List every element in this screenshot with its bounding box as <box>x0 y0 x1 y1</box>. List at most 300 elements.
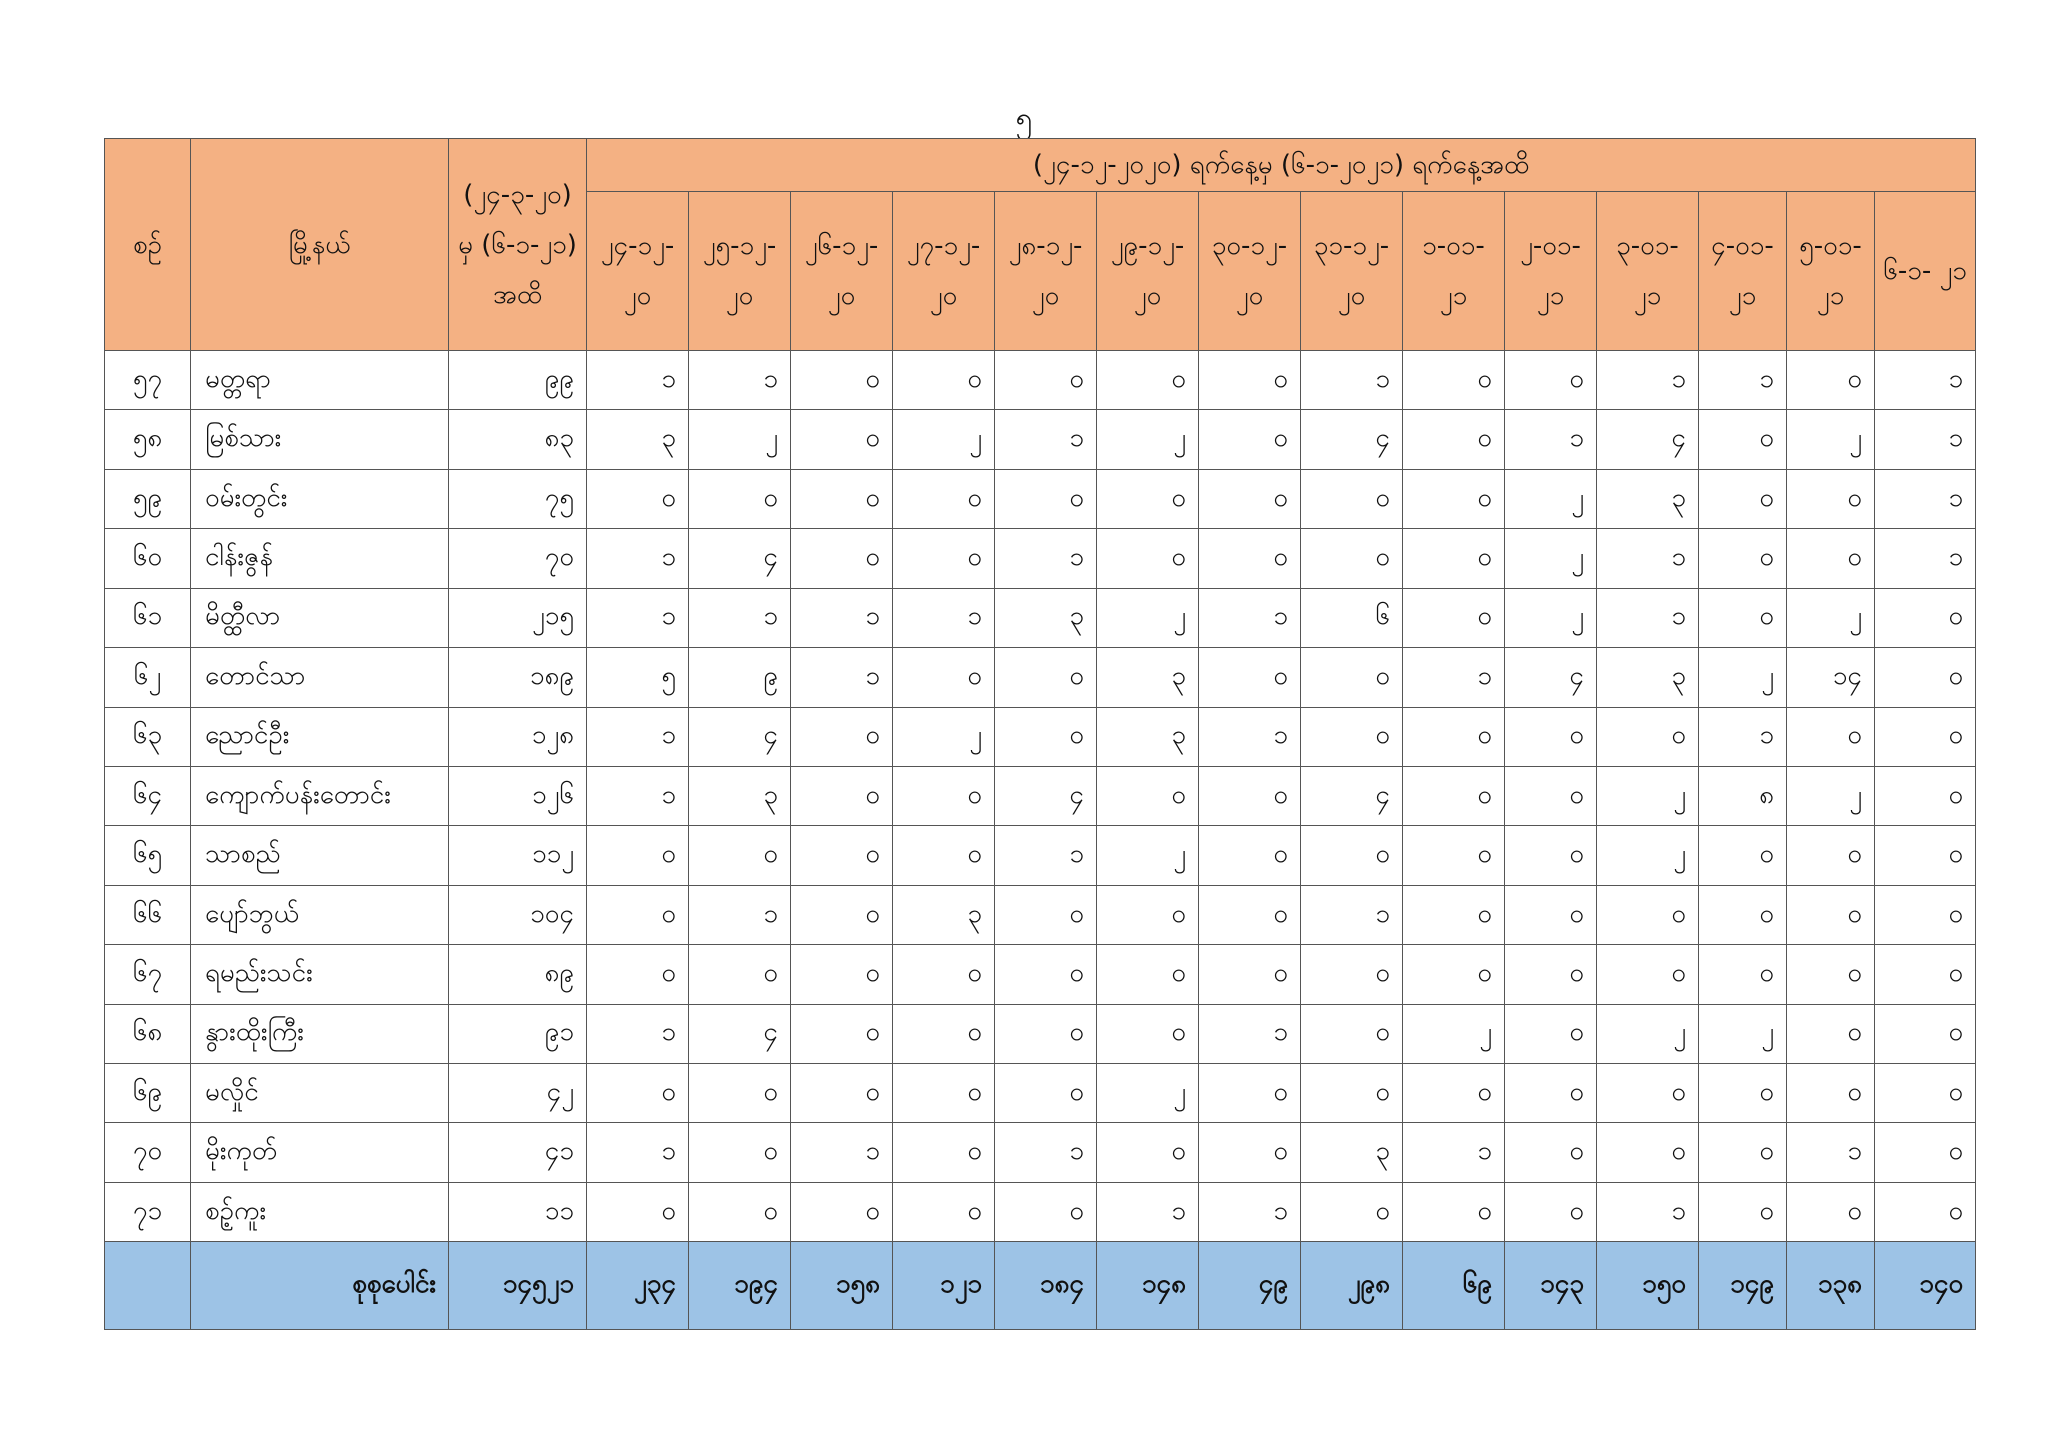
row-value: ၀ <box>1505 707 1597 766</box>
row-value: ၀ <box>1199 1064 1301 1123</box>
row-value: ၀ <box>893 826 995 885</box>
row-value: ၀ <box>1199 826 1301 885</box>
row-total: ၁၁ <box>449 1182 587 1241</box>
row-value: ၁ <box>587 707 689 766</box>
row-value: ၀ <box>1875 588 1976 647</box>
header-date-range: (၂၄-၁၂-၂၀၂၀) ရက်နေ့မှ (၆-၁-၂၀၂၁) ရက်နေ့အထိ <box>587 139 1976 192</box>
row-value: ၁ <box>791 588 893 647</box>
row-township: မတ္တရာ <box>191 351 449 410</box>
row-value: ၀ <box>893 351 995 410</box>
row-value: ၀ <box>1505 351 1597 410</box>
header-cumulative: (၂၄-၃-၂၀) မှ (၆-၁-၂၁) အထိ <box>449 139 587 351</box>
row-value: ၀ <box>1699 945 1787 1004</box>
row-value: ၀ <box>1097 766 1199 825</box>
row-value: ၂ <box>1505 529 1597 588</box>
row-total: ၉၉ <box>449 351 587 410</box>
row-value: ၀ <box>1199 351 1301 410</box>
totals-value: ၁၄၈ <box>1097 1242 1199 1330</box>
table-row <box>105 588 1976 647</box>
row-value: ၀ <box>893 1182 995 1241</box>
row-value: ၀ <box>689 469 791 528</box>
row-value: ၁ <box>1875 410 1976 469</box>
row-value: ၁ <box>791 648 893 707</box>
row-value: ၀ <box>1097 351 1199 410</box>
row-value: ၁ <box>1699 707 1787 766</box>
row-value: ၀ <box>1505 885 1597 944</box>
row-value: ၈ <box>1699 766 1787 825</box>
row-value: ၀ <box>1787 826 1875 885</box>
row-value: ၁ <box>1699 351 1787 410</box>
table-row <box>105 529 1976 588</box>
row-value: ၀ <box>689 1182 791 1241</box>
row-value: ၀ <box>791 1004 893 1063</box>
row-value: ၀ <box>1403 945 1505 1004</box>
row-value: ၁ <box>587 1004 689 1063</box>
row-value: ၁ <box>1787 1123 1875 1182</box>
header-date: ၂-၀၁- ၂၁ <box>1505 192 1597 351</box>
row-value: ၀ <box>893 648 995 707</box>
totals-label: စုစုပေါင်း <box>191 1242 449 1330</box>
row-serial: ၇၁ <box>105 1182 191 1241</box>
table-row <box>105 1064 1976 1123</box>
row-value: ၂ <box>893 707 995 766</box>
row-value: ၄ <box>995 766 1097 825</box>
row-value: ၁ <box>1597 1182 1699 1241</box>
table-row <box>105 648 1976 707</box>
row-value: ၁ <box>689 588 791 647</box>
row-value: ၁ <box>1301 885 1403 944</box>
row-serial: ၆၁ <box>105 588 191 647</box>
row-value: ၁ <box>1597 351 1699 410</box>
row-value: ၁ <box>1875 351 1976 410</box>
row-value: ၀ <box>1699 1182 1787 1241</box>
row-value: ၀ <box>1199 885 1301 944</box>
row-value: ၁ <box>689 351 791 410</box>
row-township: သာစည် <box>191 826 449 885</box>
page-number: ၅ <box>1015 101 1033 136</box>
row-value: ၁ <box>1597 529 1699 588</box>
row-value: ၁ <box>1199 1182 1301 1241</box>
row-value: ၃ <box>1097 707 1199 766</box>
row-serial: ၆၂ <box>105 648 191 707</box>
table-row <box>105 469 1976 528</box>
row-serial: ၅၈ <box>105 410 191 469</box>
header-date: ၃၁-၁၂- ၂၀ <box>1301 192 1403 351</box>
row-value: ၀ <box>1787 469 1875 528</box>
table-row <box>105 945 1976 1004</box>
row-value: ၀ <box>1097 1004 1199 1063</box>
header-date: ၃၀-၁၂- ၂၀ <box>1199 192 1301 351</box>
row-serial: ၆၅ <box>105 826 191 885</box>
table-row <box>105 410 1976 469</box>
row-value: ၁ <box>995 529 1097 588</box>
table-row <box>105 885 1976 944</box>
row-value: ၁ <box>587 1123 689 1182</box>
row-value: ၀ <box>791 885 893 944</box>
row-value: ၀ <box>995 351 1097 410</box>
row-value: ၀ <box>791 1064 893 1123</box>
row-total: ၂၁၅ <box>449 588 587 647</box>
row-value: ၀ <box>587 885 689 944</box>
row-value: ၀ <box>1403 766 1505 825</box>
row-value: ၁ <box>1199 1004 1301 1063</box>
header-date: ၁-၀၁- ၂၁ <box>1403 192 1505 351</box>
row-value: ၀ <box>1403 529 1505 588</box>
row-value: ၂ <box>689 410 791 469</box>
row-value: ၀ <box>1875 707 1976 766</box>
row-value: ၀ <box>995 1182 1097 1241</box>
row-value: ၀ <box>893 1123 995 1182</box>
row-township: ပျော်ဘွယ် <box>191 885 449 944</box>
row-value: ၂ <box>1699 648 1787 707</box>
totals-value: ၁၈၄ <box>995 1242 1097 1330</box>
row-value: ၀ <box>1199 1123 1301 1182</box>
row-value: ၀ <box>1199 529 1301 588</box>
row-value: ၁၄ <box>1787 648 1875 707</box>
row-value: ၀ <box>893 469 995 528</box>
row-value: ၀ <box>1787 1182 1875 1241</box>
row-township: ညောင်ဦး <box>191 707 449 766</box>
row-value: ၁ <box>995 1123 1097 1182</box>
row-value: ၀ <box>1301 826 1403 885</box>
totals-value: ၁၉၄ <box>689 1242 791 1330</box>
table-row <box>105 707 1976 766</box>
covid-cases-table <box>104 138 1976 1330</box>
row-value: ၄ <box>1301 410 1403 469</box>
header-date: ၂၆-၁၂- ၂၀ <box>791 192 893 351</box>
row-value: ၁ <box>1505 410 1597 469</box>
row-value: ၀ <box>1505 766 1597 825</box>
row-township: တောင်သာ <box>191 648 449 707</box>
row-value: ၁ <box>1875 529 1976 588</box>
row-value: ၃ <box>1301 1123 1403 1182</box>
row-value: ၀ <box>1301 945 1403 1004</box>
row-township: ကျောက်ပန်းတောင်း <box>191 766 449 825</box>
row-value: ၀ <box>1787 945 1875 1004</box>
row-township: မိတ္ထီလာ <box>191 588 449 647</box>
row-value: ၀ <box>1301 529 1403 588</box>
row-value: ၀ <box>791 1182 893 1241</box>
row-value: ၀ <box>1597 1064 1699 1123</box>
row-value: ၂ <box>1097 1064 1199 1123</box>
row-value: ၀ <box>1505 1004 1597 1063</box>
row-value: ၀ <box>893 1064 995 1123</box>
row-value: ၁ <box>587 766 689 825</box>
row-value: ၀ <box>1787 351 1875 410</box>
row-value: ၀ <box>791 351 893 410</box>
row-value: ၀ <box>1403 826 1505 885</box>
header-date: ၃-၀၁- ၂၁ <box>1597 192 1699 351</box>
row-value: ၀ <box>995 1064 1097 1123</box>
row-value: ၂ <box>1505 588 1597 647</box>
row-value: ၁ <box>995 826 1097 885</box>
row-value: ၃ <box>1597 648 1699 707</box>
row-value: ၀ <box>1199 766 1301 825</box>
row-value: ၀ <box>1787 885 1875 944</box>
totals-row <box>105 1242 1976 1330</box>
row-value: ၀ <box>689 945 791 1004</box>
row-total: ၁၂၆ <box>449 766 587 825</box>
header-date: ၂၉-၁၂- ၂၀ <box>1097 192 1199 351</box>
row-value: ၀ <box>995 945 1097 1004</box>
row-value: ၀ <box>1699 1064 1787 1123</box>
row-total: ၈၃ <box>449 410 587 469</box>
row-value: ၁ <box>995 410 1097 469</box>
row-township: နွားထိုးကြီး <box>191 1004 449 1063</box>
row-value: ၀ <box>1875 826 1976 885</box>
row-serial: ၆၄ <box>105 766 191 825</box>
row-value: ၀ <box>1699 588 1787 647</box>
row-value: ၀ <box>1301 1182 1403 1241</box>
row-value: ၂ <box>893 410 995 469</box>
row-value: ၀ <box>1505 1064 1597 1123</box>
table-row <box>105 1182 1976 1241</box>
row-township: မြစ်သား <box>191 410 449 469</box>
header-township: မြို့နယ် <box>191 139 449 351</box>
table-row <box>105 1123 1976 1182</box>
row-value: ၀ <box>587 469 689 528</box>
row-value: ၂ <box>1699 1004 1787 1063</box>
row-value: ၀ <box>791 766 893 825</box>
totals-value: ၁၅၀ <box>1597 1242 1699 1330</box>
row-value: ၀ <box>1301 648 1403 707</box>
row-township: ရမည်းသင်း <box>191 945 449 1004</box>
row-value: ၀ <box>791 410 893 469</box>
row-serial: ၆၉ <box>105 1064 191 1123</box>
row-value: ၀ <box>1699 469 1787 528</box>
row-value: ၁ <box>587 529 689 588</box>
row-serial: ၇၀ <box>105 1123 191 1182</box>
row-township: စဉ့်ကူး <box>191 1182 449 1241</box>
row-value: ၀ <box>1875 885 1976 944</box>
row-value: ၄ <box>689 1004 791 1063</box>
row-total: ၁၀၄ <box>449 885 587 944</box>
row-value: ၂ <box>1787 766 1875 825</box>
row-value: ၂ <box>1597 766 1699 825</box>
header-serial: စဉ် <box>105 139 191 351</box>
row-value: ၀ <box>1097 1123 1199 1182</box>
row-value: ၀ <box>1403 1064 1505 1123</box>
row-value: ၃ <box>1097 648 1199 707</box>
row-value: ၀ <box>1787 707 1875 766</box>
row-value: ၂ <box>1097 588 1199 647</box>
row-value: ၀ <box>1403 588 1505 647</box>
row-value: ၀ <box>1199 469 1301 528</box>
row-serial: ၆၇ <box>105 945 191 1004</box>
row-value: ၀ <box>689 826 791 885</box>
row-value: ၁ <box>587 351 689 410</box>
row-value: ၀ <box>1699 410 1787 469</box>
row-value: ၀ <box>1199 945 1301 1004</box>
row-value: ၀ <box>1875 945 1976 1004</box>
row-value: ၂ <box>1505 469 1597 528</box>
row-value: ၀ <box>1301 707 1403 766</box>
row-value: ၀ <box>689 1123 791 1182</box>
row-value: ၀ <box>1875 1123 1976 1182</box>
row-value: ၀ <box>1097 885 1199 944</box>
row-value: ၁ <box>1403 648 1505 707</box>
row-value: ၆ <box>1301 588 1403 647</box>
totals-value: ၄၉ <box>1199 1242 1301 1330</box>
row-value: ၀ <box>1875 1004 1976 1063</box>
row-value: ၀ <box>1301 1064 1403 1123</box>
row-value: ၂ <box>1787 588 1875 647</box>
table-row <box>105 351 1976 410</box>
row-value: ၄ <box>689 707 791 766</box>
row-value: ၀ <box>791 529 893 588</box>
header-row-1 <box>105 139 1976 192</box>
row-total: ၄၁ <box>449 1123 587 1182</box>
row-value: ၀ <box>1505 1182 1597 1241</box>
row-serial: ၆၀ <box>105 529 191 588</box>
row-value: ၀ <box>1097 469 1199 528</box>
totals-value: ၁၄၃ <box>1505 1242 1597 1330</box>
row-serial: ၆၃ <box>105 707 191 766</box>
row-total: ၁၁၂ <box>449 826 587 885</box>
row-value: ၁ <box>1199 707 1301 766</box>
row-township: မလှိုင် <box>191 1064 449 1123</box>
row-value: ၀ <box>1403 1182 1505 1241</box>
row-value: ၀ <box>1301 1004 1403 1063</box>
row-township: မိုးကုတ် <box>191 1123 449 1182</box>
table-row <box>105 1004 1976 1063</box>
row-value: ၀ <box>995 885 1097 944</box>
row-value: ၂ <box>1097 410 1199 469</box>
row-value: ၀ <box>1699 826 1787 885</box>
row-total: ၇၀ <box>449 529 587 588</box>
row-value: ၀ <box>587 1064 689 1123</box>
row-value: ၀ <box>587 826 689 885</box>
row-value: ၀ <box>791 469 893 528</box>
table-body <box>105 351 1976 1330</box>
row-value: ၃ <box>893 885 995 944</box>
row-value: ၀ <box>1301 469 1403 528</box>
row-value: ၄ <box>1301 766 1403 825</box>
row-value: ၁ <box>689 885 791 944</box>
row-value: ၃ <box>1597 469 1699 528</box>
totals-value: ၆၉ <box>1403 1242 1505 1330</box>
row-value: ၀ <box>1403 469 1505 528</box>
row-value: ၀ <box>1875 1064 1976 1123</box>
row-value: ၀ <box>689 1064 791 1123</box>
row-total: ၁၂၈ <box>449 707 587 766</box>
row-total: ၇၅ <box>449 469 587 528</box>
totals-value: ၁၂၁ <box>893 1242 995 1330</box>
row-value: ၀ <box>1787 1004 1875 1063</box>
row-serial: ၆၈ <box>105 1004 191 1063</box>
row-value: ၀ <box>995 648 1097 707</box>
row-total: ၉၁ <box>449 1004 587 1063</box>
row-value: ၀ <box>1403 410 1505 469</box>
row-value: ၀ <box>1875 766 1976 825</box>
totals-value: ၂၃၄ <box>587 1242 689 1330</box>
row-value: ၁ <box>893 588 995 647</box>
row-value: ၀ <box>1097 529 1199 588</box>
row-value: ၀ <box>1875 648 1976 707</box>
row-value: ၂ <box>1597 826 1699 885</box>
row-value: ၀ <box>791 707 893 766</box>
row-value: ၀ <box>1505 945 1597 1004</box>
row-value: ၀ <box>1403 351 1505 410</box>
header-date: ၂၈-၁၂- ၂၀ <box>995 192 1097 351</box>
row-value: ၀ <box>1787 529 1875 588</box>
row-value: ၀ <box>1597 707 1699 766</box>
row-value: ၀ <box>995 1004 1097 1063</box>
totals-blank <box>105 1242 191 1330</box>
table-row <box>105 766 1976 825</box>
totals-value: ၂၉၈ <box>1301 1242 1403 1330</box>
header-date: ၄-၀၁- ၂၁ <box>1699 192 1787 351</box>
row-value: ၀ <box>1505 1123 1597 1182</box>
row-value: ၁ <box>1199 588 1301 647</box>
totals-value: ၁၄၉ <box>1699 1242 1787 1330</box>
row-value: ၀ <box>893 945 995 1004</box>
row-value: ၀ <box>1699 529 1787 588</box>
row-value: ၉ <box>689 648 791 707</box>
totals-value: ၁၄၀ <box>1875 1242 1976 1330</box>
row-value: ၀ <box>791 945 893 1004</box>
row-value: ၄ <box>689 529 791 588</box>
row-value: ၀ <box>995 707 1097 766</box>
totals-total: ၁၄၅၂၁ <box>449 1242 587 1330</box>
row-value: ၀ <box>893 529 995 588</box>
row-value: ၁ <box>1097 1182 1199 1241</box>
row-value: ၀ <box>791 826 893 885</box>
row-value: ၄ <box>1505 648 1597 707</box>
row-serial: ၆၆ <box>105 885 191 944</box>
row-serial: ၅၇ <box>105 351 191 410</box>
row-value: ၀ <box>1699 1123 1787 1182</box>
row-value: ၀ <box>1787 1064 1875 1123</box>
row-value: ၂ <box>1597 1004 1699 1063</box>
row-total: ၄၂ <box>449 1064 587 1123</box>
row-value: ၀ <box>587 1182 689 1241</box>
row-value: ၄ <box>1597 410 1699 469</box>
row-value: ၀ <box>1875 1182 1976 1241</box>
row-value: ၁ <box>1875 469 1976 528</box>
row-value: ၀ <box>1403 707 1505 766</box>
row-value: ၀ <box>587 945 689 1004</box>
header-date: ၂၅-၁၂- ၂၀ <box>689 192 791 351</box>
row-value: ၂ <box>1787 410 1875 469</box>
row-value: ၁ <box>791 1123 893 1182</box>
row-value: ၀ <box>893 1004 995 1063</box>
header-date: ၅-၀၁- ၂၁ <box>1787 192 1875 351</box>
row-serial: ၅၉ <box>105 469 191 528</box>
row-value: ၃ <box>995 588 1097 647</box>
header-date: ၂၇-၁၂- ၂၀ <box>893 192 995 351</box>
row-value: ၂ <box>1097 826 1199 885</box>
row-value: ၀ <box>1505 826 1597 885</box>
table-row <box>105 826 1976 885</box>
row-value: ၁ <box>1403 1123 1505 1182</box>
row-value: ၃ <box>689 766 791 825</box>
row-value: ၀ <box>1403 885 1505 944</box>
row-value: ၀ <box>1199 648 1301 707</box>
totals-value: ၁၅၈ <box>791 1242 893 1330</box>
row-value: ၁ <box>587 588 689 647</box>
header-date: ၂၄-၁၂- ၂၀ <box>587 192 689 351</box>
row-value: ၃ <box>587 410 689 469</box>
row-value: ၀ <box>1597 1123 1699 1182</box>
row-value: ၂ <box>1403 1004 1505 1063</box>
header-date: ၆-၁- ၂၁ <box>1875 192 1976 351</box>
row-value: ၀ <box>1699 885 1787 944</box>
totals-value: ၁၃၈ <box>1787 1242 1875 1330</box>
row-value: ၀ <box>893 766 995 825</box>
row-value: ၀ <box>1597 945 1699 1004</box>
row-value: ၀ <box>1097 945 1199 1004</box>
